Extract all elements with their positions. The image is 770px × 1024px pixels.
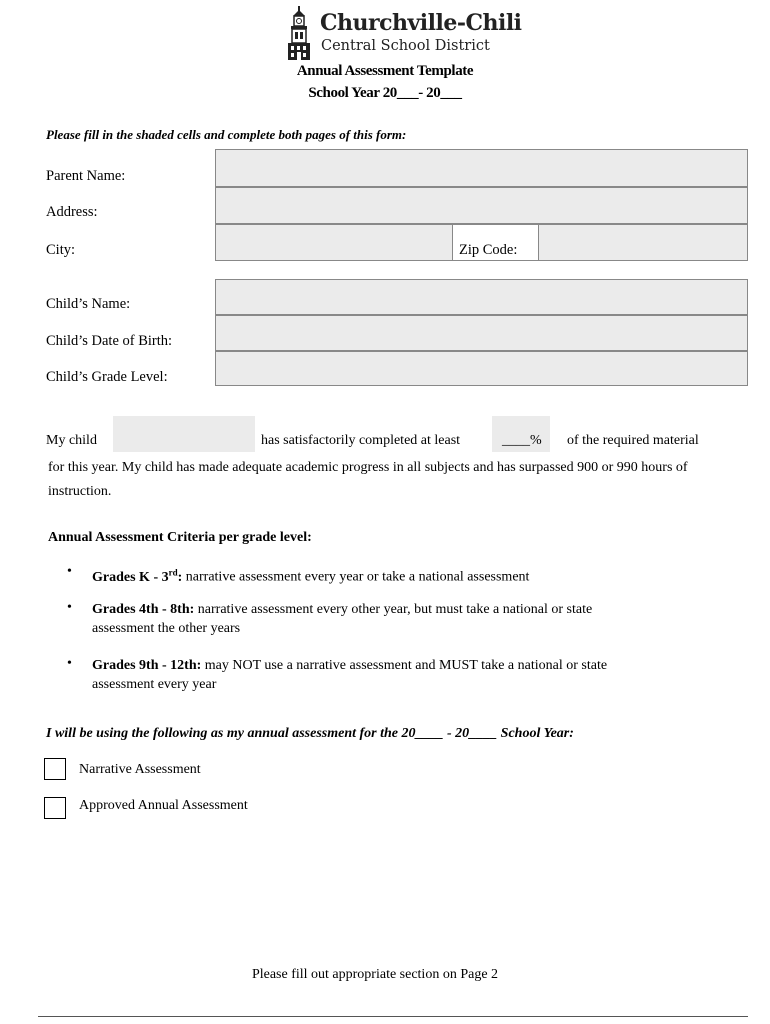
- address-field[interactable]: [215, 187, 748, 224]
- statement-line3: instruction.: [48, 484, 112, 499]
- criteria-item-k3: Grades K - 3rd: narrative assessment every year or take a national assessment: [92, 567, 530, 585]
- footer-note: Please fill out appropriate section on Page 2: [251, 967, 499, 982]
- child-dob-label: Child’s Date of Birth:: [46, 333, 173, 349]
- logo-subtitle: Central School District: [321, 38, 490, 54]
- percent-field[interactable]: [492, 416, 550, 452]
- zip-label-cell: [453, 224, 538, 261]
- selection-heading: I will be using the following as my annual assessment for the 20____ - 20____ School Year:: [46, 726, 574, 741]
- page-title: Annual Assessment Template: [296, 63, 474, 79]
- child-name-inline-field[interactable]: [113, 416, 255, 452]
- child-dob-field[interactable]: [215, 315, 748, 351]
- tower-icon: [285, 6, 315, 60]
- child-name-label: Child’s Name:: [46, 296, 131, 312]
- required-text: of the required material: [567, 433, 699, 448]
- zip-code-field[interactable]: [538, 224, 748, 261]
- parent-name-label: Parent Name:: [46, 168, 126, 184]
- zip-label: Zip Code:: [459, 242, 518, 258]
- district-logo: [285, 6, 522, 62]
- criteria-heading: Annual Assessment Criteria per grade level:: [48, 530, 312, 545]
- bullet-icon: •: [67, 600, 72, 615]
- completed-text: has satisfactorily completed at least: [261, 433, 461, 448]
- narrative-assessment-label: Narrative Assessment: [79, 762, 201, 777]
- parent-name-field[interactable]: [215, 149, 748, 187]
- approved-assessment-label: Approved Annual Assessment: [79, 798, 248, 813]
- child-grade-label: Child’s Grade Level:: [46, 369, 168, 385]
- criteria-item-9-12: Grades 9th - 12th: may NOT use a narrative assessment and MUST take a national or state assessment every year: [92, 658, 608, 692]
- bullet-icon: •: [67, 656, 72, 671]
- address-label: Address:: [46, 204, 98, 220]
- approved-assessment-checkbox[interactable]: [44, 797, 66, 819]
- narrative-assessment-checkbox[interactable]: [44, 758, 66, 780]
- child-grade-field[interactable]: [215, 351, 748, 386]
- instructions: Please fill in the shaded cells and complete both pages of this form:: [46, 127, 407, 142]
- school-year: School Year 20___- 20___: [308, 85, 462, 101]
- statement-line2: for this year. My child has made adequate academic progress in all subjects and has surpassed 900 or 990 hours of: [48, 460, 688, 475]
- bullet-icon: •: [67, 564, 72, 579]
- footer-divider: [38, 1016, 748, 1017]
- my-child-text: My child: [46, 433, 97, 448]
- child-name-field[interactable]: [215, 279, 748, 315]
- city-field[interactable]: [215, 224, 453, 261]
- logo-name: Churchville-Chili: [320, 10, 522, 36]
- percent-text: ____%: [502, 433, 542, 448]
- city-label: City:: [46, 242, 76, 258]
- criteria-item-4-8: Grades 4th - 8th: narrative assessment every other year, but must take a national or state assessment the other years: [92, 602, 593, 636]
